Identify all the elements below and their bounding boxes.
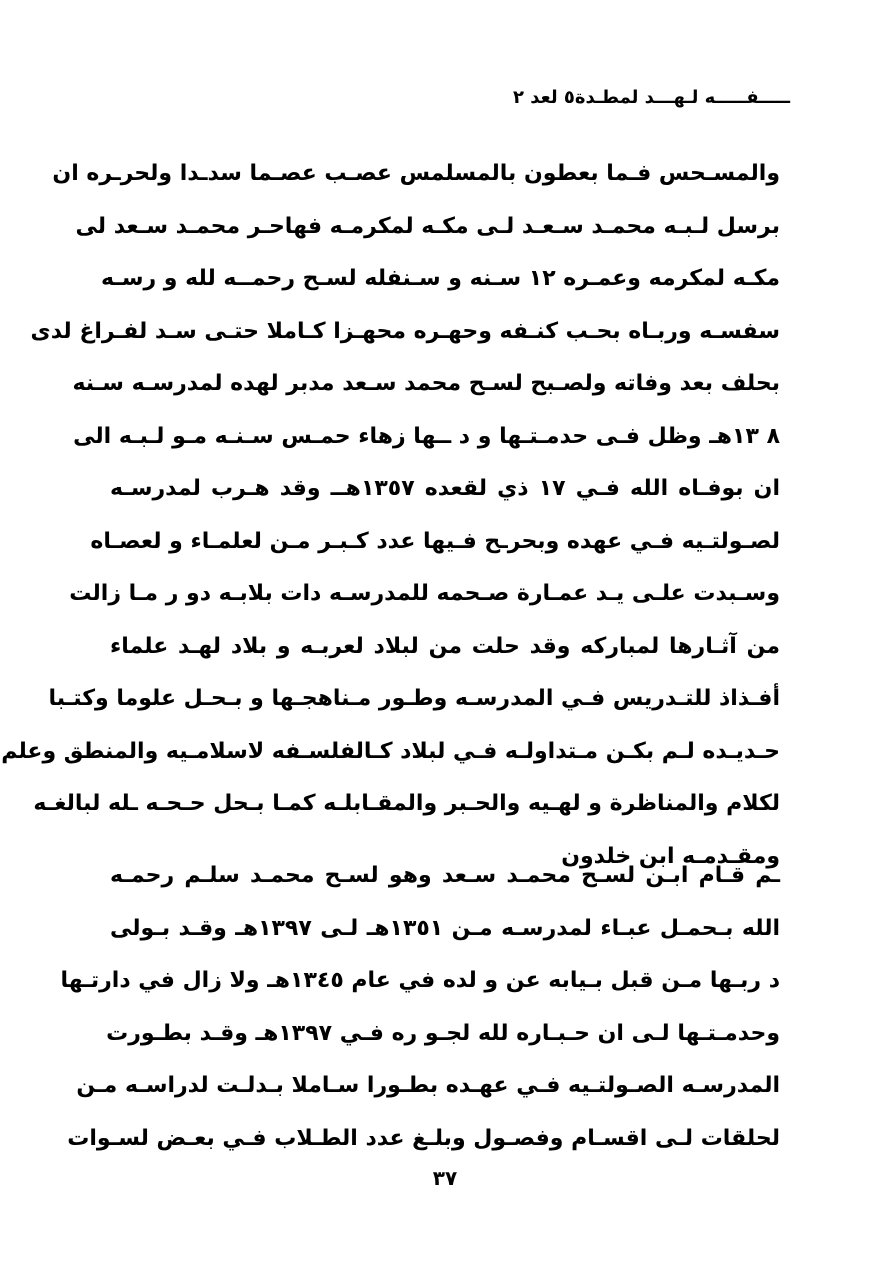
text-line: مكـه لمكرمه وعمـره ١٢ سـنه و سـنفله لسـح رحمــه لله و رسـه xyxy=(100,266,780,291)
text-line: وسـبدت علـى يـد عمـارة صـحمه للمدرسـه دات بلابـه دو ر مـا زالت xyxy=(69,581,780,606)
text-line: الله بـحمـل عبـاء لمدرسـه مـن ١٣٥١هـ لـى ١٣٩٧هـ وقـد بـولى xyxy=(110,915,780,941)
text-line: ـم قـام ابـن لسـح محمـد سـعد وهو لسـح محمـد سلـم رحمـه xyxy=(110,863,780,888)
running-header: ـــــفـــــه لـهـــد لمطـدة٥ لعد ٢ xyxy=(513,87,790,108)
text-line: ان بوفـاه الله فـي ١٧ ذي لقعده ١٣٥٧هــ وقد هـرب لمدرسـه xyxy=(110,476,780,501)
text-line: ٨ ١٣هـ وظل فـى حدمـتـها و د ــها زهاء حمـس سـنـه مـو لـبـه الى xyxy=(73,423,780,449)
paragraph-1 xyxy=(1,148,780,883)
text-line: برسل لـبـه محمـد سـعـد لـى مكـه لمكرمـه فهاحـر محمـد سـعد لى xyxy=(75,213,780,239)
text-line: من آثـارها لمباركه وقد حلت من لبلاد لعربـه و بلاد لهـد علماء xyxy=(110,633,780,659)
text-line: والمسـحس فـما بعطون بالمسلمس عصـب عصـما سدـدا ولحرـره ان xyxy=(52,161,780,186)
page-number: ٣٧ xyxy=(432,1166,458,1190)
paragraph-2 xyxy=(60,850,780,1165)
text-line: لحلقات لـى اقسـام وفصـول وبلـغ عدد الطـلاب فـي بعـض لسـوات xyxy=(67,1125,780,1151)
text-line: المدرسـه الصـولتـيه فـي عهـده بطـورا سـاملا بـدلـت لدراسـه مـن xyxy=(76,1073,780,1098)
text-line: وحدمـتـها لـى ان حـبـاره لله لجـو ره فـي ١٣٩٧هـ وقـد بطـورت xyxy=(106,1020,780,1046)
text-line: د ربـها مـن قبل بـيابه عن و لده في عام ١٣٤٥هـ ولا زال في دارتـها xyxy=(60,968,780,993)
text-line: لصـولتـيه فـي عهده وبحرـح فـيها عدد كـبـر مـن لعلمـاء و لعصـاه xyxy=(90,528,780,554)
text-line: سفسـه وربـاه بحـب كنـفه وحهـره محهـزا كـاملا حتـى سـد لفـراغ لدى xyxy=(30,318,780,344)
text-line: لكلام والمناظرة و لهـيه والحـبر والمقـابلـه كمـا بـحل حـحـه ـله لبالغـه xyxy=(33,791,780,816)
text-line: حـديـده لـم بكـن مـتداولـه فـي لبلاد كـالفلسـفه لاسلامـيه والمنطق وعلم xyxy=(1,738,780,764)
text-line: ومقـدمـه ابن خلدون xyxy=(561,843,780,869)
text-line: بحلف بعد وفاته ولصـبح لسـح محمد سـعد مدبر لهده لمدرسـه سـنه xyxy=(72,371,780,396)
text-line: أفـذاذ للتـدريس فـي المدرسـه وطـور مـناهجـها و بـحـل علوما وكتـبا xyxy=(48,686,780,711)
